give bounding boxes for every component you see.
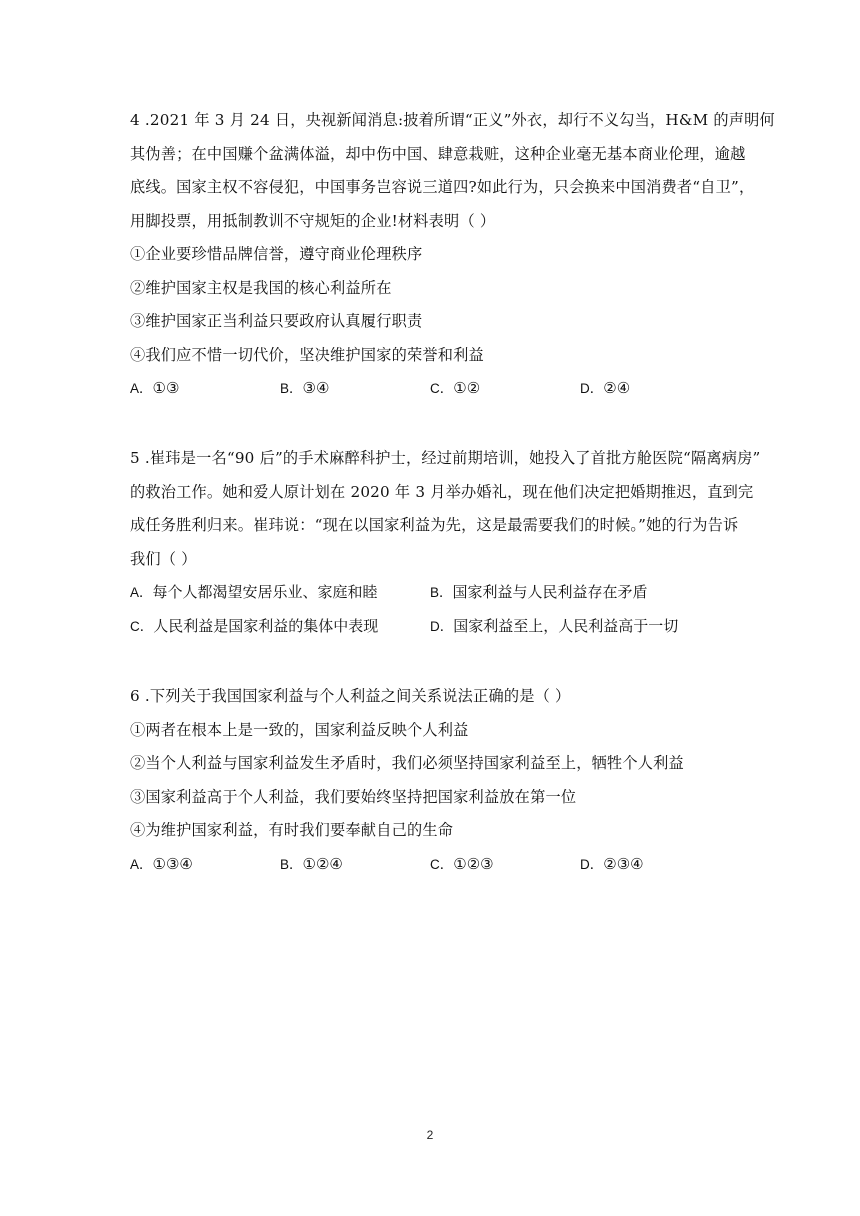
option-letter: C． xyxy=(430,381,454,396)
statement-2: ②当个人利益与国家利益发生矛盾时，我们必须坚持国家利益至上，牺牲个人利益 xyxy=(130,754,684,772)
question-4 xyxy=(130,104,775,406)
question-stem-line: 5 .崔玮是一名“90 后”的手术麻醉科护士，经过前期培训，她投入了首批方舱医院“隔离病房” xyxy=(130,449,761,467)
option-letter: C． xyxy=(430,856,454,872)
option-text: ②③④ xyxy=(603,854,644,873)
statement-2: ②维护国家主权是我国的核心利益所在 xyxy=(130,278,392,297)
option-b[interactable] xyxy=(430,576,648,610)
option-letter: A． xyxy=(130,381,153,396)
answer-options xyxy=(130,372,740,406)
option-letter: D． xyxy=(580,856,604,872)
option-b[interactable] xyxy=(280,848,343,882)
question-5 xyxy=(130,442,761,643)
option-letter: B． xyxy=(430,585,453,600)
option-d[interactable] xyxy=(580,848,644,882)
answer-options xyxy=(130,576,740,610)
option-d[interactable] xyxy=(580,372,630,406)
option-b[interactable] xyxy=(280,372,329,406)
question-6 xyxy=(130,680,740,881)
option-letter: D． xyxy=(580,381,604,396)
statement-1: ①两者在根本上是一致的，国家利益反映个人利益 xyxy=(130,720,469,739)
option-text: ③④ xyxy=(302,379,330,397)
question-stem-line: 成任务胜利归来。崔玮说：“现在以国家利益为先，这是最需要我们的时候。”她的行为告诉 xyxy=(130,516,739,534)
question-stem-line: 6 .下列关于我国国家利益与个人利益之间关系说法正确的是（ ） xyxy=(130,687,571,705)
option-a[interactable] xyxy=(130,576,378,610)
option-letter: D． xyxy=(430,618,454,634)
question-stem-line: 的救治工作。她和爱人原计划在 2020 年 3 月举办婚礼，现在他们决定把婚期推迟，直到完 xyxy=(130,482,754,501)
page-number: 2 xyxy=(426,1128,434,1142)
option-text: ①③④ xyxy=(152,854,193,873)
statement-3: ③维护国家正当利益只要政府认真履行职责 xyxy=(130,312,423,330)
option-text: ①②④ xyxy=(302,854,343,873)
question-stem-line: 用脚投票，用抵制教训不守规矩的企业!材料表明（ ） xyxy=(130,211,496,230)
option-letter: B． xyxy=(280,856,303,872)
question-stem-line: 我们（ ） xyxy=(130,549,197,568)
option-text: 每个人都渴望安居乐业、家庭和睦 xyxy=(152,583,378,601)
statement-4: ④为维护国家利益，有时我们要奉献自己的生命 xyxy=(130,821,454,839)
option-a[interactable] xyxy=(130,848,193,882)
option-letter: B． xyxy=(280,381,303,396)
option-a[interactable] xyxy=(130,372,179,406)
option-text: 国家利益与人民利益存在矛盾 xyxy=(452,583,648,601)
option-letter: A． xyxy=(130,856,153,872)
option-text: ①③ xyxy=(152,379,180,397)
option-text: 国家利益至上，人民利益高于一切 xyxy=(453,616,679,635)
answer-options xyxy=(130,610,740,644)
option-text: ①②③ xyxy=(453,854,494,873)
question-stem-line: 其伪善；在中国赚个盆满体溢，却中伤中国、肆意栽赃，这种企业毫无基本商业伦理，逾越 xyxy=(130,144,746,163)
option-d[interactable] xyxy=(430,610,678,644)
question-stem-line: 底线。国家主权不容侵犯，中国事务岂容说三道四?如此行为，只会换来中国消费者“自卫”， xyxy=(130,178,755,196)
option-c[interactable] xyxy=(130,610,378,644)
option-c[interactable] xyxy=(430,848,494,882)
option-text: ②④ xyxy=(603,379,631,397)
option-letter: C． xyxy=(130,618,154,634)
statement-4: ④我们应不惜一切代价，坚决维护国家的荣誉和利益 xyxy=(130,345,484,364)
question-stem-line: 4 .2021 年 3 月 24 日，央视新闻消息:披着所谓“正义”外衣，却行不义勾当，H&M 的声明何 xyxy=(130,111,775,129)
answer-options xyxy=(130,848,740,882)
option-letter: A． xyxy=(130,585,153,600)
statement-3: ③国家利益高于个人利益，我们要始终坚持把国家利益放在第一位 xyxy=(130,787,577,806)
option-text: 人民利益是国家利益的集体中表现 xyxy=(153,616,379,635)
option-text: ①② xyxy=(453,379,481,397)
option-c[interactable] xyxy=(430,372,480,406)
statement-1: ①企业要珍惜品牌信誉，遵守商业伦理秩序 xyxy=(130,245,423,263)
